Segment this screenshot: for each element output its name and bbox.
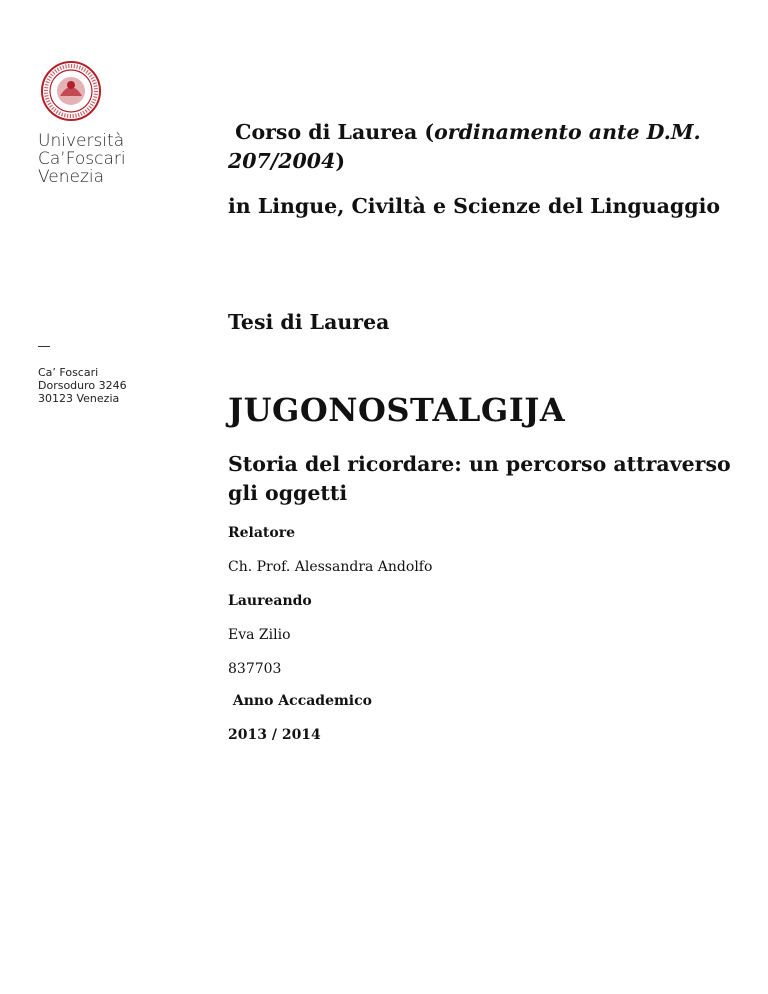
university-branding [38, 60, 188, 186]
course-suffix: ) [335, 149, 346, 173]
thesis-subtitle: Storia del ricordare: un percorso attraverso gli oggetti [228, 452, 731, 505]
university-address [38, 366, 127, 405]
university-name-line: Università [38, 131, 125, 151]
university-name-line: Ca’Foscari [38, 149, 126, 169]
supervisor-name: Ch. Prof. Alessandra Andolfo [228, 559, 433, 575]
candidate-id: 837703 [228, 661, 282, 677]
academic-year-label-text: Anno Accademico [232, 693, 372, 709]
candidate-name: Eva Zilio [228, 627, 291, 643]
supervisor-label: Relatore [228, 525, 296, 541]
course-subject: in Lingue, Civiltà e Scienze del Linguaggio [228, 194, 721, 218]
address-line: Ca’ Foscari [38, 366, 99, 379]
thesis-label: Tesi di Laurea [228, 310, 390, 334]
academic-year-label [228, 692, 372, 710]
academic-year-value: 2013 / 2014 [228, 727, 321, 743]
course-ordinance: ordinamento ante D.M. 207/2004 [228, 120, 701, 173]
candidate-label: Laureando [228, 593, 312, 609]
thesis-title: JUGONOSTALGIJA [228, 391, 566, 429]
university-name [38, 132, 188, 186]
university-seal-icon [40, 60, 102, 122]
address-line: Dorsoduro 3246 [38, 379, 127, 392]
course-prefix: Corso di Laurea ( [235, 120, 435, 144]
address-line: 30123 Venezia [38, 392, 120, 405]
course-name [228, 118, 728, 176]
divider-dash [38, 346, 50, 347]
university-name-line: Venezia [38, 167, 105, 187]
